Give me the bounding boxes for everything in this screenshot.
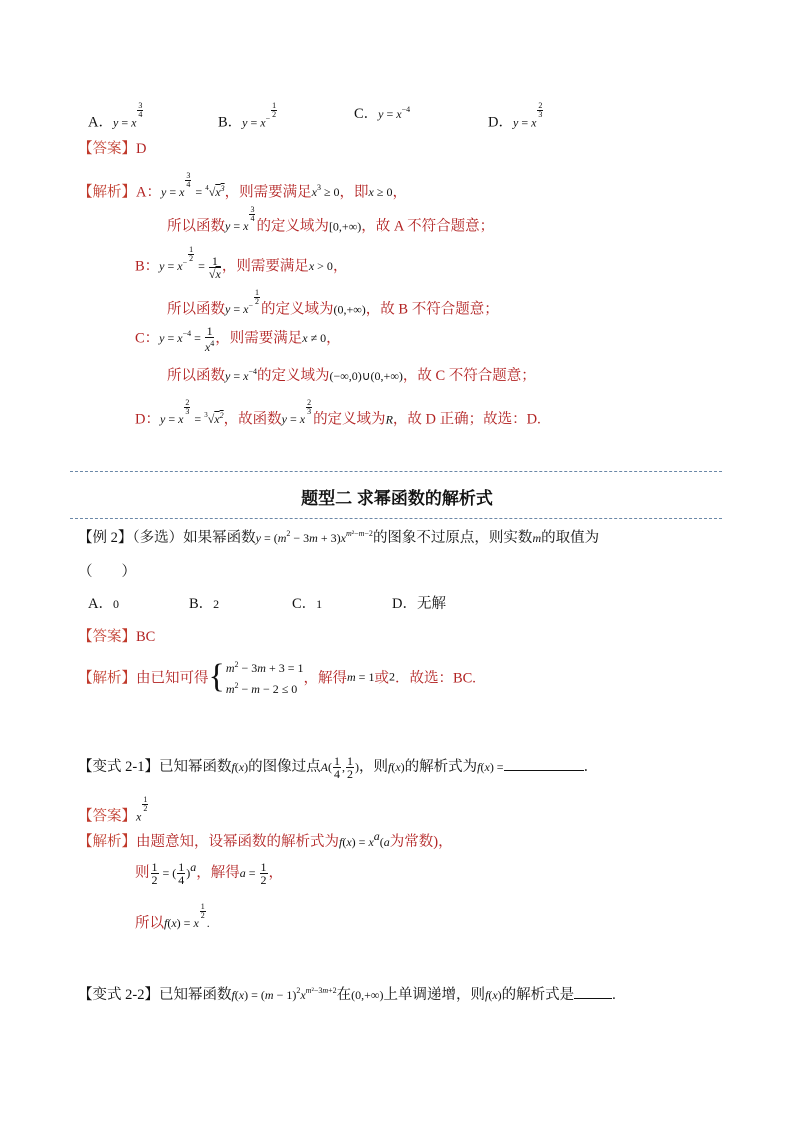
q1-analysis-d: D：y = x $^{\frac{2}{3}}$ = $^3√x^2$，故函数y = x $^{\frac{2}{3}}$ 的定义域为R，故 D 正确；故选：D. xyxy=(135,398,541,428)
q1-analysis-a: 【解析】A：y = x $^{\frac{3}{4}}$ = $^4√x^3$，则需要满足$x^3 \ge 0$，即x ≥ 0， xyxy=(78,171,407,201)
q1-analysis-c-line2: 所以函数$y = x^{-4}$的定义域为(−∞,0)∪(0,+∞)，故 C 不符合题意； xyxy=(167,367,536,384)
q1-analysis-b: B：$y = x^{- \frac{1}{2}}$ = $\frac{1}{√x}$ ，则需要满足x > 0， xyxy=(135,245,348,281)
q1-answer: 【答案】D xyxy=(78,141,147,157)
q1-option-c: C．$y = x^{-4}$ xyxy=(354,105,411,122)
q1-analysis-b-line2: 所以函数$y = x^{- \frac{1}{2}}$ 的定义域为(0,+∞)，故 B 不符合题意； xyxy=(167,288,499,318)
variant-2-1-answer: 【答案】x $^{\frac{1}{2}}$ xyxy=(78,795,148,825)
q1-option-a: A．y = x $^{\frac{3}{4}}$ xyxy=(88,101,143,131)
section-divider-bottom xyxy=(70,518,722,519)
example-2-option-c: C．1 xyxy=(292,596,323,612)
variant-2-1-question: 【变式 2-1】已知幂函数f(x)的图像过点A( $\frac{1}{4}$ , $\frac{1}{2}$ )，则f(x)的解析式为f(x) = ． xyxy=(78,754,599,782)
q1-analysis-a-line2: 所以函数y = x $^{\frac{3}{4}}$ 的定义域为[0,+∞)，故 A 不符合题意； xyxy=(167,205,495,235)
variant-2-2-question: 【变式 2-2】已知幂函数$f(x) = (m - 1)^2x^{m^2-3m+2}$在(0,+∞)上单调递增，则f(x)的解析式是 . xyxy=(78,986,616,1003)
example-2-analysis: 【解析】由已知可得{$m^2 - 3m + 3 = 1$ $m^2 - m - 2 \le 0$，解得m = 1或2．故选：BC. xyxy=(78,658,476,696)
q1-option-b: B．$y = x^{- \frac{1}{2}}$ xyxy=(218,101,277,131)
example-2-option-b: B．2 xyxy=(189,596,220,612)
section-divider-top xyxy=(70,471,722,472)
section-title: 题型二 求幂函数的解析式 xyxy=(301,489,493,508)
example-2-answer: 【答案】BC xyxy=(78,629,156,645)
q1-option-d: D．y = x $^{\frac{2}{3}}$ xyxy=(488,101,543,131)
example-2-paren: （ ） xyxy=(78,564,136,580)
example-2-question: 【例 2】（多选）如果幂函数$y = (m^2 - 3m + 3)x^{m^2-m-2}$的图象不过原点，则实数m的取值为 xyxy=(78,529,600,546)
variant-2-1-analysis-line3: 所以f(x) = x $^{\frac{1}{2}}$ . xyxy=(135,902,210,932)
example-2-option-a: A．0 xyxy=(88,596,119,612)
variant-2-1-analysis: 【解析】由题意知，设幂函数的解析式为$f(x) = x^a(a$为常数)， xyxy=(78,829,453,850)
variant-2-1-analysis-line2: 则 $\frac{1}{2}$ = ( $\frac{1}{4}$ )$^a$，解得a = $\frac{1}{2}$ ， xyxy=(135,860,284,887)
example-2-option-d: D．无解 xyxy=(392,596,446,612)
q1-analysis-c: C：$y = x^{-4}$ = $\frac{1}{x^4}$ ，则需要满足x ≠ 0， xyxy=(135,324,341,354)
